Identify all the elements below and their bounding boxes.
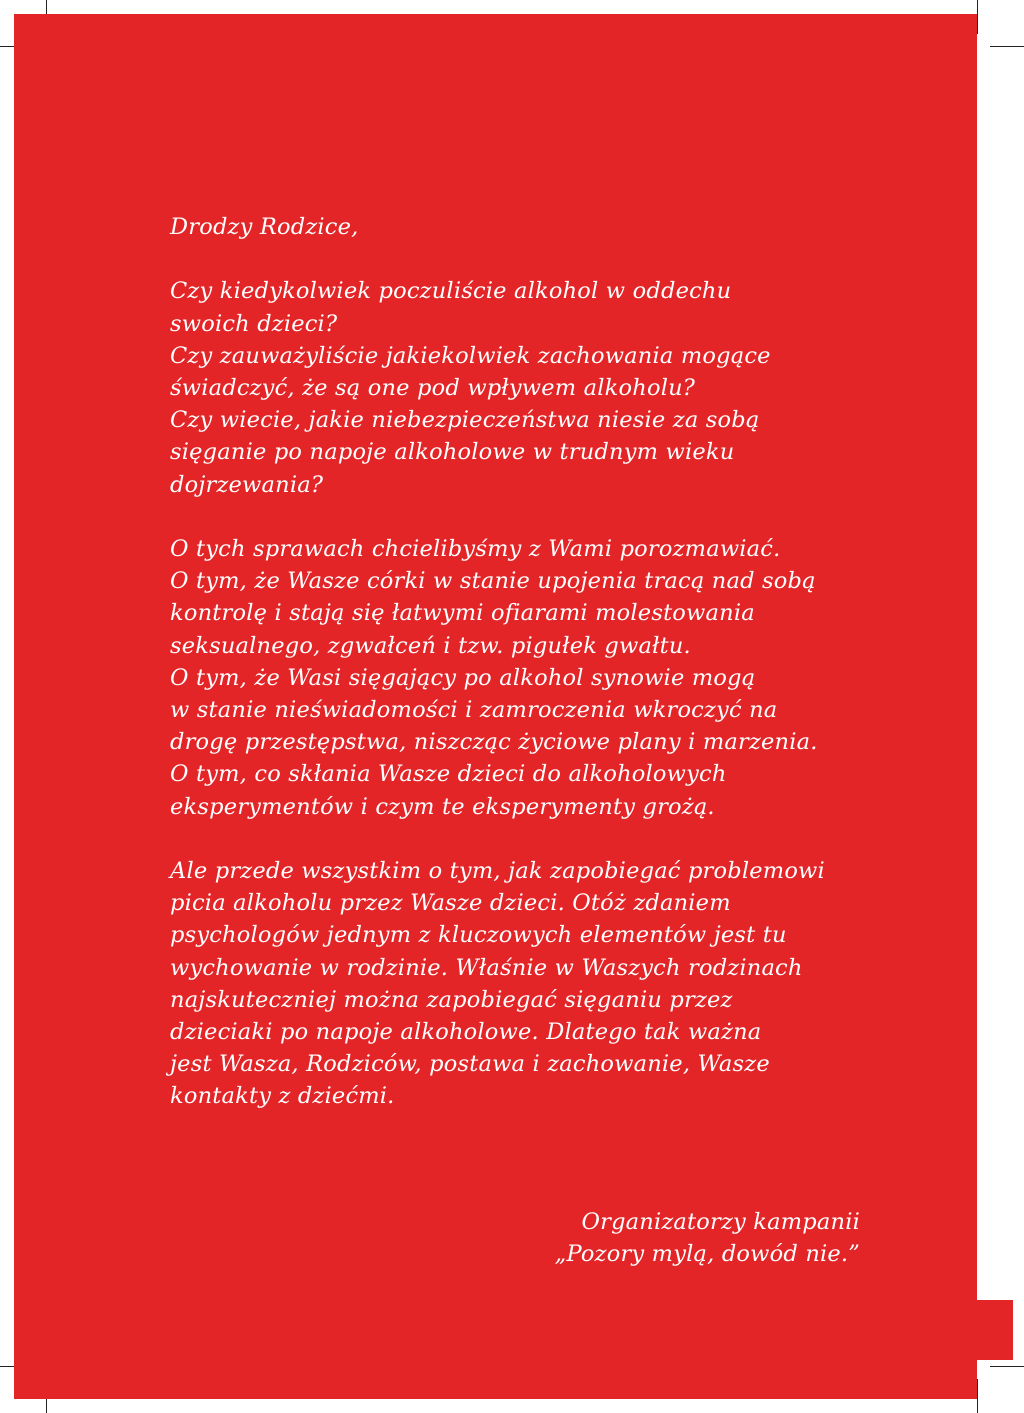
paragraph-line: O tych sprawach chcielibyśmy z Wami porozmawiać. bbox=[170, 536, 781, 562]
signature-organizers: Organizatorzy kampanii bbox=[581, 1209, 860, 1235]
paragraph-line: eksperymentów i czym te eksperymenty grożą. bbox=[170, 793, 715, 820]
paragraph-line: drogę przestępstwa, niszcząc życiowe plany i marzenia. bbox=[170, 729, 818, 756]
paragraph-line: kontrolę i stają się łatwymi ofiarami molestowania bbox=[170, 600, 755, 627]
paragraph-line: Czy zauważyliście jakiekolwiek zachowania mogące bbox=[170, 342, 771, 369]
paragraph-line: dzieciaki po napoje alkoholowe. Dlatego tak ważna bbox=[170, 1019, 762, 1046]
paragraph-line: O tym, że Wasze córki w stanie upojenia tracą nad sobą bbox=[170, 568, 816, 595]
crop-mark-top-right-vertical bbox=[977, 0, 978, 34]
crop-mark-bottom-right-horizontal bbox=[990, 1366, 1024, 1367]
paragraph-line: picia alkoholu przez Wasze dzieci. Otóż zdaniem bbox=[170, 890, 731, 917]
paragraph-line: kontakty z dziećmi. bbox=[170, 1083, 395, 1110]
paragraph-line: świadczyć, że są one pod wpływem alkoholu? bbox=[170, 375, 696, 401]
paragraph-line: wychowanie w rodzinie. Właśnie w Waszych rodzinach bbox=[170, 954, 803, 981]
letter-greeting bbox=[170, 211, 870, 243]
paragraph-line: najskuteczniej można zapobiegać sięganiu przez bbox=[170, 986, 733, 1013]
paragraph-prevention bbox=[170, 855, 870, 1113]
paragraph-line: sięganie po napoje alkoholowe w trudnym wieku bbox=[170, 439, 735, 466]
paragraph-line: Czy kiedykolwiek poczuliście alkohol w oddechu bbox=[170, 278, 732, 305]
paragraph-line: jest Wasza, Rodziców, postawa i zachowanie, Wasze bbox=[170, 1051, 770, 1078]
paragraph-line: psychologów jednym z kluczowych elementów jest tu bbox=[170, 922, 787, 949]
paragraph-line: Czy wiecie, jakie niebezpieczeństwa niesie za sobą bbox=[170, 407, 760, 434]
paragraph-line: O tym, że Wasi sięgający po alkohol synowie mogą bbox=[170, 664, 756, 691]
paragraph-topics bbox=[170, 533, 870, 823]
paragraph-line: O tym, co skłania Wasze dzieci do alkoholowych bbox=[170, 761, 727, 788]
signature-campaign-name: „Pozory mylą, dowód nie.” bbox=[554, 1241, 860, 1267]
page-edge-tab bbox=[977, 1300, 1013, 1360]
paragraph-line: w stanie nieświadomości i zamroczenia wkroczyć na bbox=[170, 697, 778, 724]
crop-mark-bottom-right-vertical bbox=[977, 1379, 978, 1413]
paragraph-line: swoich dzieci? bbox=[170, 310, 338, 337]
greeting-line: Drodzy Rodzice, bbox=[170, 214, 359, 240]
paragraph-line: seksualnego, zgwałceń i tzw. pigułek gwałtu. bbox=[170, 632, 691, 659]
crop-mark-top-right-horizontal bbox=[990, 46, 1024, 47]
paragraph-line: dojrzewania? bbox=[170, 471, 324, 498]
paragraph-questions bbox=[170, 275, 870, 500]
paragraph-line: Ale przede wszystkim o tym, jak zapobiegać problemowi bbox=[170, 858, 825, 885]
letter-signature bbox=[440, 1206, 860, 1270]
letter-body bbox=[170, 211, 870, 1145]
